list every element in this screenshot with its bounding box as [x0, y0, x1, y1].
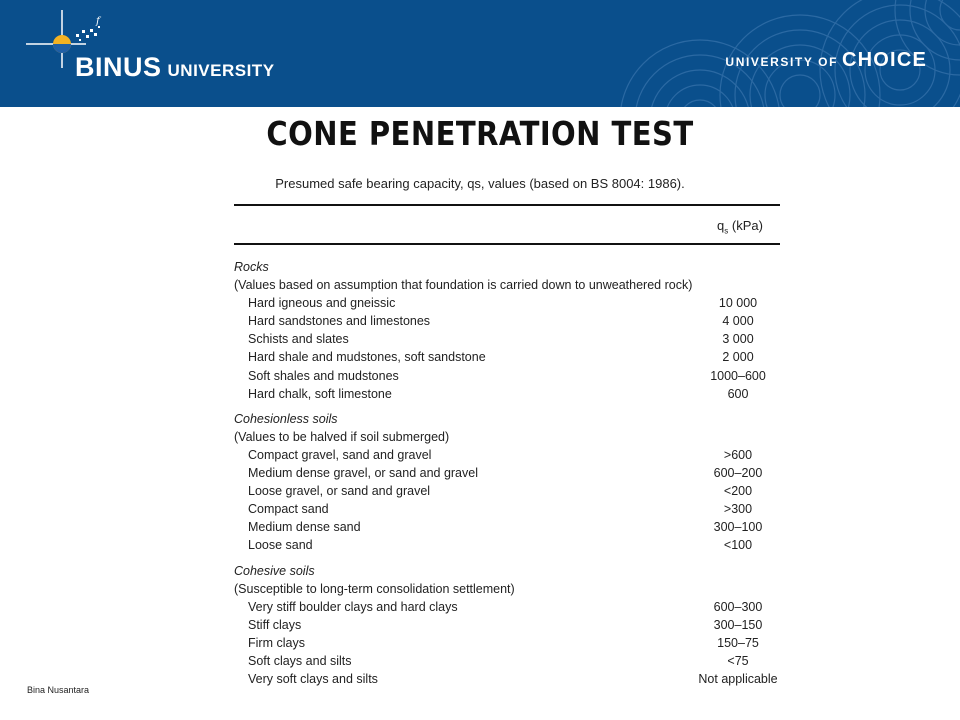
table-row	[234, 464, 780, 482]
tagline-prefix: UNIVERSITY OF	[725, 55, 839, 69]
row-value: 300–150	[713, 617, 763, 632]
footer-text: Bina Nusantara	[27, 685, 90, 695]
table-row	[234, 482, 780, 500]
row-value: 600	[727, 386, 749, 401]
table-row	[234, 536, 780, 554]
row-value: Not applicable	[698, 672, 778, 687]
column-header-unit: (kPa)	[728, 218, 763, 233]
row-label: Medium dense gravel, or sand and gravel	[248, 466, 478, 481]
column-header-subscript: s	[724, 226, 729, 236]
row-value: 2 000	[722, 350, 754, 365]
row-label: (Values based on assumption that foundation is carried down to unweathered rock)	[234, 278, 693, 293]
row-value: <200	[723, 484, 753, 499]
logo-suffix: UNIVERSITY	[167, 61, 275, 80]
row-label: Hard chalk, soft limestone	[248, 386, 392, 401]
table-row	[234, 446, 780, 464]
column-header-symbol: q	[717, 218, 725, 233]
row-value: 150–75	[717, 635, 759, 650]
row-label: Firm clays	[248, 635, 305, 650]
table-row	[234, 258, 780, 276]
bearing-capacity-table	[234, 258, 780, 688]
row-label: Cohesionless soils	[234, 411, 338, 426]
table-row	[234, 410, 780, 428]
row-label: Hard igneous and gneissic	[248, 296, 396, 311]
table-row	[234, 518, 780, 536]
row-value: 300–100	[713, 520, 763, 535]
table-header-rule	[234, 243, 780, 245]
row-label: (Susceptible to long-term consolidation settlement)	[234, 581, 515, 596]
row-value: 600–300	[713, 599, 763, 614]
row-label: Cohesive soils	[234, 563, 315, 578]
row-label: Medium dense sand	[248, 520, 361, 535]
row-label: Compact gravel, sand and gravel	[248, 447, 432, 462]
row-label: Very soft clays and silts	[248, 672, 378, 687]
row-label: Rocks	[234, 260, 269, 274]
table-row	[234, 330, 780, 348]
column-header	[700, 218, 780, 236]
row-label: Stiff clays	[248, 617, 302, 632]
row-value: 1000–600	[710, 368, 766, 383]
row-value: >600	[723, 447, 753, 462]
logo-name: BINUS	[75, 52, 162, 82]
row-label: Soft clays and silts	[248, 653, 352, 668]
table-row	[234, 580, 780, 598]
svg-text:f: f	[96, 16, 100, 27]
tagline-emphasis: CHOICE	[842, 49, 927, 71]
slide-header	[0, 0, 960, 107]
table-row	[234, 428, 780, 446]
row-value: 10 000	[718, 296, 758, 311]
table-row	[234, 385, 780, 403]
table-row	[234, 652, 780, 670]
slide-title: CONE PENETRATION TEST	[266, 114, 694, 153]
table-row	[234, 562, 780, 580]
table-row	[234, 294, 780, 312]
table-caption: Presumed safe bearing capacity, qs, values (based on BS 8004: 1986).	[275, 176, 685, 191]
logo-wordmark	[75, 52, 275, 83]
table-row	[234, 670, 780, 688]
row-label: Hard shale and mudstones, soft sandstone	[248, 350, 486, 365]
row-label: Schists and slates	[248, 332, 349, 347]
row-value: <75	[727, 653, 749, 668]
row-label: (Values to be halved if soil submerged)	[234, 429, 450, 444]
row-label: Compact sand	[248, 502, 329, 517]
row-value: 3 000	[722, 332, 754, 347]
row-value: 4 000	[722, 314, 754, 329]
row-label: Soft shales and mudstones	[248, 368, 399, 383]
table-row	[234, 312, 780, 330]
table-row	[234, 348, 780, 366]
table-row	[234, 367, 780, 385]
row-value: <100	[723, 538, 753, 553]
row-label: Hard sandstones and limestones	[248, 314, 431, 329]
table-row	[234, 634, 780, 652]
table-row	[234, 598, 780, 616]
table-row	[234, 616, 780, 634]
row-label: Very stiff boulder clays and hard clays	[248, 599, 458, 614]
table-row	[234, 500, 780, 518]
row-value: 600–200	[713, 466, 763, 481]
row-label: Loose sand	[248, 538, 313, 553]
tagline	[725, 49, 927, 72]
row-value: >300	[723, 502, 753, 517]
table-top-rule	[234, 204, 780, 206]
row-label: Loose gravel, or sand and gravel	[248, 484, 431, 499]
table-row	[234, 276, 780, 294]
